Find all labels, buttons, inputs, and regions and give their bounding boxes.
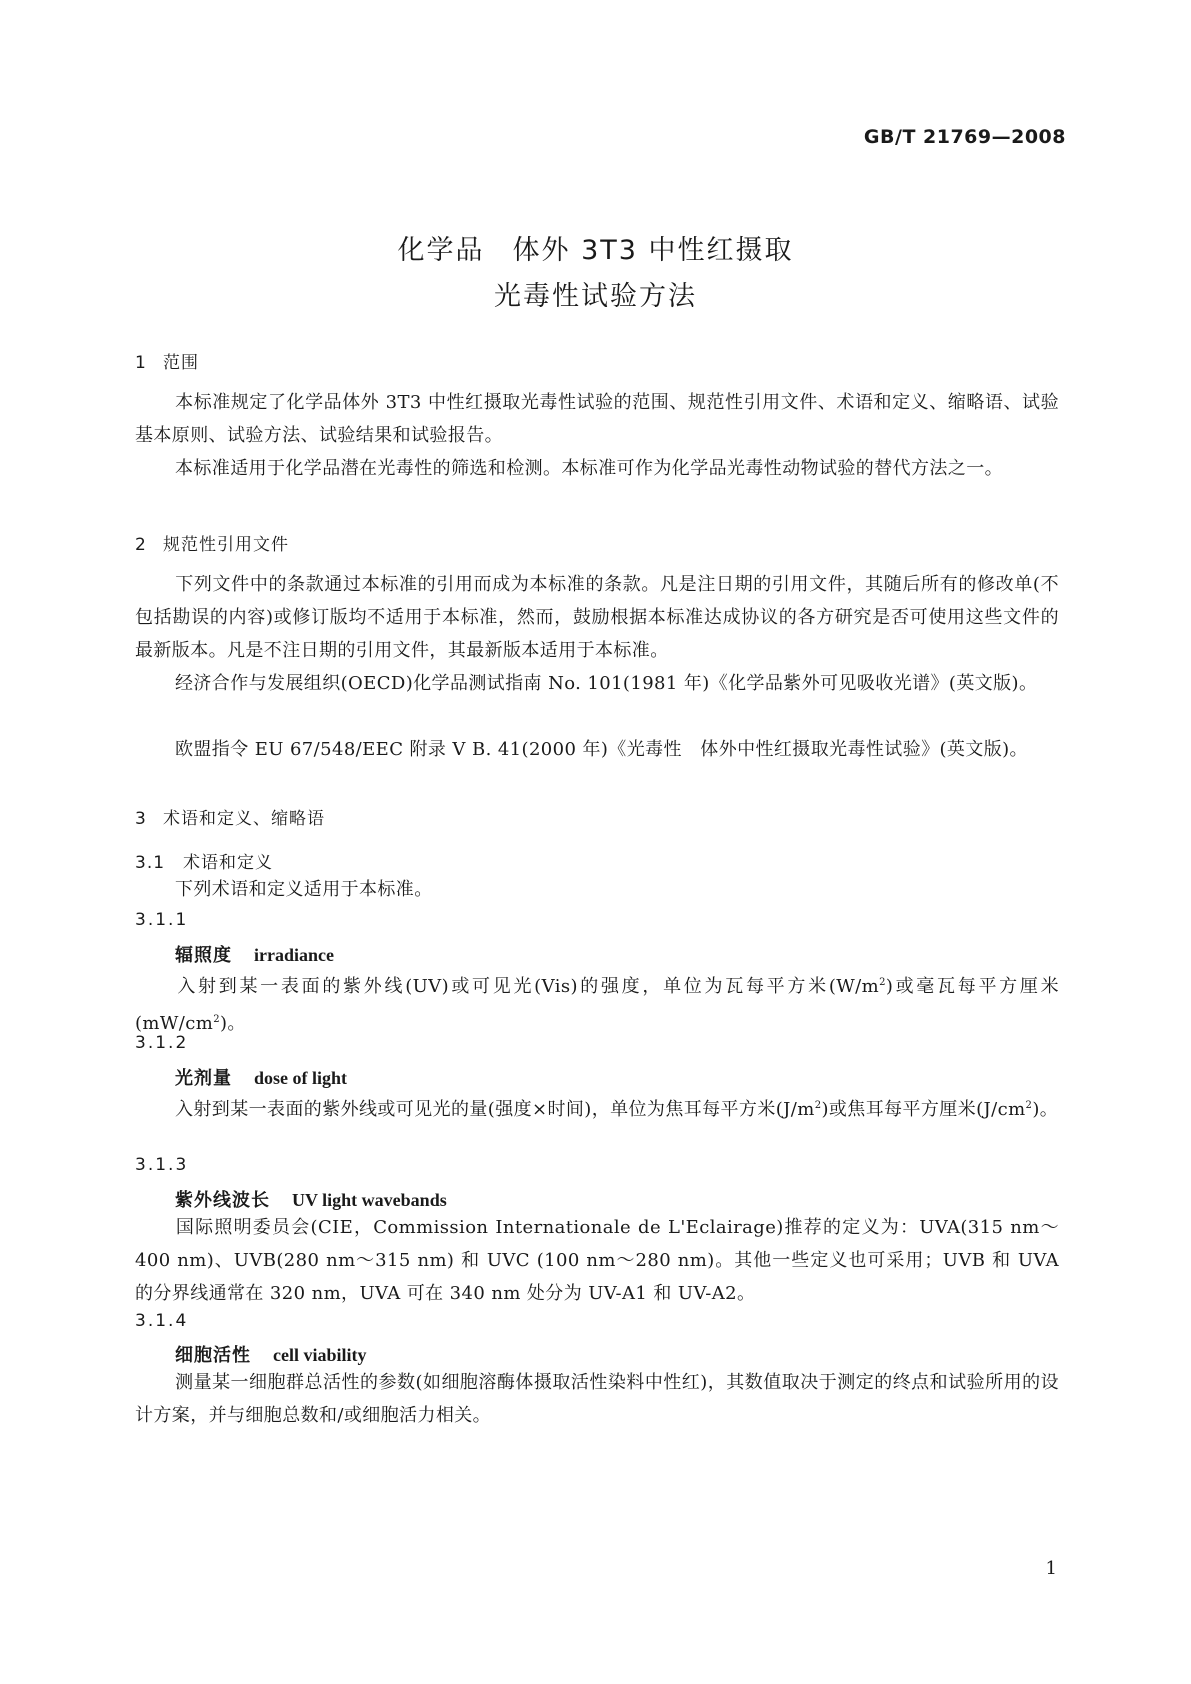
clause-3-1-4-number: 3.1.4 (135, 1311, 189, 1331)
section-1-heading (135, 348, 199, 373)
section-number: 2 (135, 535, 147, 555)
term-uv-light-wavebands-definition: 国际照明委员会(CIE，Commission Internationale de L'Eclairage)推荐的定义为：UVA(315 nm～400 nm)、UVB(280 nm～315 nm) 和 UVC (100 nm～280 nm)。其他一些定义也可采用；UVB 和 UVA 的分界线通常在 320 nm，UVA 可在 340 nm 处分为 UV-A1 和 UV-A2。 (135, 1217, 1059, 1304)
term-en: irradiance (254, 945, 334, 965)
term-en: cell viability (273, 1345, 367, 1365)
document-title-line1 (0, 228, 1191, 267)
section-2-paragraph-2: 经济合作与发展组织(OECD)化学品测试指南 No. 101(1981 年)《化学品紫外可见吸收光谱》(英文版)。 (175, 673, 1038, 694)
page-number: 1 (1045, 1558, 1057, 1579)
section-3-1-intro: 下列术语和定义适用于本标准。 (175, 879, 433, 900)
section-number: 1 (135, 353, 147, 373)
clause-3-1-3-number: 3.1.3 (135, 1155, 189, 1175)
document-title-line2: 光毒性试验方法 (494, 281, 697, 312)
term-cell-viability-definition: 测量某一细胞群总活性的参数(如细胞溶酶体摄取活性染料中性红)，其数值取决于测定的终点和试验所用的设计方案，并与细胞总数和/或细胞活力相关。 (135, 1372, 1059, 1426)
section-number: 3 (135, 809, 147, 829)
section-3-1-heading (135, 848, 273, 873)
clause-3-1-2-number: 3.1.2 (135, 1033, 189, 1053)
term-cell-viability (175, 1341, 367, 1367)
term-cn: 辐照度 (175, 945, 232, 966)
section-title: 范围 (163, 353, 199, 373)
term-cn: 光剂量 (175, 1068, 232, 1089)
term-cn: 细胞活性 (175, 1345, 251, 1366)
section-title: 规范性引用文件 (163, 535, 289, 555)
clause-3-1-1-number: 3.1.1 (135, 910, 189, 930)
title-part2: 体外 3T3 中性红摄取 (512, 235, 794, 266)
term-en: dose of light (254, 1068, 348, 1088)
section-title: 术语和定义 (183, 853, 273, 873)
section-number: 3.1 (135, 853, 166, 873)
section-2-paragraph-3: 欧盟指令 EU 67/548/EEC 附录 V B. 41(2000 年)《光毒性 体外中性红摄取光毒性试验》(英文版)。 (175, 739, 1028, 760)
section-title: 术语和定义、缩略语 (163, 809, 325, 829)
term-cn: 紫外线波长 (175, 1190, 270, 1211)
term-uv-light-wavebands (175, 1186, 447, 1212)
standard-code: GB/T 21769—2008 (863, 126, 1066, 148)
section-2-paragraph-1: 下列文件中的条款通过本标准的引用而成为本标准的条款。凡是注日期的引用文件，其随后所有的修改单(不包括勘误的内容)或修订版均不适用于本标准，然而，鼓励根据本标准达成协议的各方研究是否可使用这些文件的最新版本。凡是不注日期的引用文件，其最新版本适用于本标准。 (135, 574, 1059, 661)
term-irradiance-definition: 入射到某一表面的紫外线(UV)或可见光(Vis)的强度，单位为瓦每平方米$(W/m^2)$或毫瓦每平方厘米$(mW/cm^2)$。 (135, 976, 1059, 1034)
title-part1: 化学品 (397, 235, 485, 266)
term-dose-of-light (175, 1064, 347, 1090)
section-1-paragraph-2: 本标准适用于化学品潜在光毒性的筛选和检测。本标准可作为化学品光毒性动物试验的替代方法之一。 (175, 458, 1003, 479)
term-irradiance (175, 941, 334, 967)
term-en: UV light wavebands (292, 1190, 447, 1210)
section-3-heading (135, 804, 325, 829)
section-2-heading (135, 530, 289, 555)
term-dose-of-light-definition: 入射到某一表面的紫外线或可见光的量(强度×时间)，单位为焦耳每平方米$(J/m^2)$或焦耳每平方厘米$(J/cm^2)$。 (175, 1099, 1059, 1120)
section-1-paragraph-1: 本标准规定了化学品体外 3T3 中性红摄取光毒性试验的范围、规范性引用文件、术语和定义、缩略语、试验基本原则、试验方法、试验结果和试验报告。 (135, 392, 1059, 446)
